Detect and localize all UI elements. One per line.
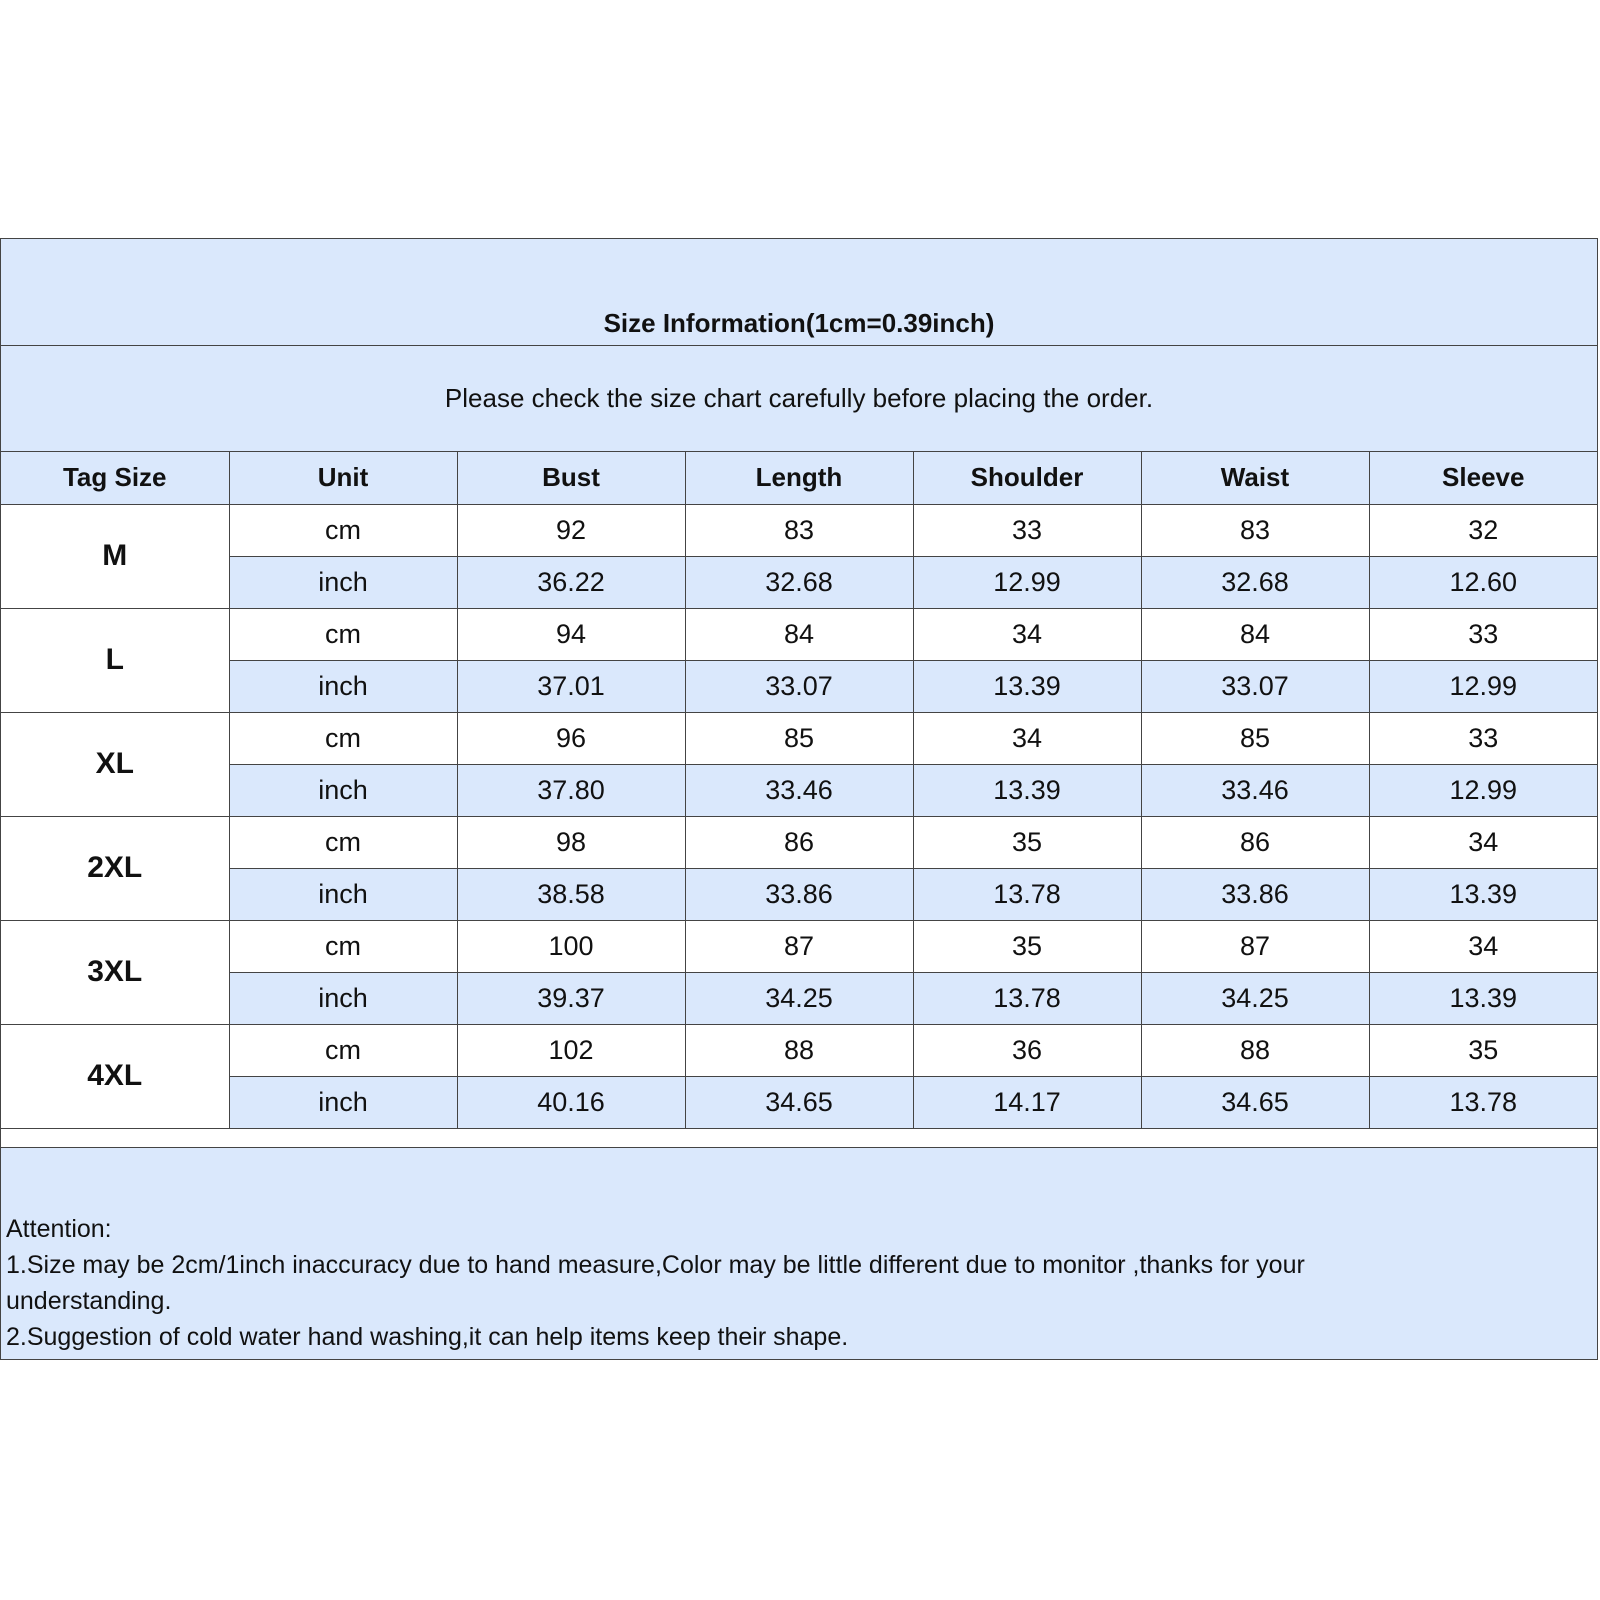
unit-cell: inch — [229, 660, 457, 712]
unit-cell: inch — [229, 764, 457, 816]
table-row — [1, 1076, 1597, 1128]
tag-size-cell: XL — [1, 712, 229, 816]
value-cell: 33.46 — [1141, 764, 1369, 816]
chart-title: Size Information(1cm=0.39inch) — [603, 308, 995, 338]
tag-size-cell: M — [1, 504, 229, 608]
value-cell: 94 — [457, 608, 685, 660]
value-cell: 13.78 — [913, 972, 1141, 1024]
table-row — [1, 712, 1597, 764]
value-cell: 33 — [1369, 712, 1597, 764]
size-table — [1, 452, 1597, 1129]
value-cell: 33.07 — [1141, 660, 1369, 712]
value-cell: 86 — [1141, 816, 1369, 868]
value-cell: 88 — [685, 1024, 913, 1076]
value-cell: 36.22 — [457, 556, 685, 608]
value-cell: 34.25 — [685, 972, 913, 1024]
value-cell: 98 — [457, 816, 685, 868]
unit-cell: cm — [229, 504, 457, 556]
header-bust: Bust — [457, 452, 685, 504]
value-cell: 37.01 — [457, 660, 685, 712]
value-cell: 12.99 — [1369, 660, 1597, 712]
tag-size-cell: 3XL — [1, 920, 229, 1024]
value-cell: 12.60 — [1369, 556, 1597, 608]
value-cell: 36 — [913, 1024, 1141, 1076]
unit-cell: inch — [229, 556, 457, 608]
subtitle-row — [1, 346, 1597, 452]
header-tag-size: Tag Size — [1, 452, 229, 504]
value-cell: 33 — [1369, 608, 1597, 660]
notes-line-1: 1.Size may be 2cm/1inch inaccuracy due to hand measure,Color may be little different due to monitor ,thanks for your understanding. — [6, 1251, 1305, 1315]
table-row — [1, 608, 1597, 660]
value-cell: 84 — [685, 608, 913, 660]
tag-size-cell: 4XL — [1, 1024, 229, 1128]
value-cell: 13.39 — [1369, 972, 1597, 1024]
value-cell: 32 — [1369, 504, 1597, 556]
value-cell: 34.65 — [685, 1076, 913, 1128]
value-cell: 96 — [457, 712, 685, 764]
notes-heading: Attention: — [6, 1215, 112, 1243]
table-row — [1, 764, 1597, 816]
value-cell: 38.58 — [457, 868, 685, 920]
tag-size-cell: 2XL — [1, 816, 229, 920]
value-cell: 33.46 — [685, 764, 913, 816]
value-cell: 83 — [685, 504, 913, 556]
value-cell: 86 — [685, 816, 913, 868]
title-row — [1, 239, 1597, 346]
value-cell: 12.99 — [913, 556, 1141, 608]
header-length: Length — [685, 452, 913, 504]
value-cell: 83 — [1141, 504, 1369, 556]
value-cell: 87 — [1141, 920, 1369, 972]
value-cell: 13.78 — [913, 868, 1141, 920]
unit-cell: cm — [229, 712, 457, 764]
value-cell: 33 — [913, 504, 1141, 556]
unit-cell: cm — [229, 608, 457, 660]
value-cell: 12.99 — [1369, 764, 1597, 816]
size-chart — [0, 238, 1598, 1360]
notes-line-2: 2.Suggestion of cold water hand washing,it can help items keep their shape. — [6, 1323, 849, 1351]
value-cell: 100 — [457, 920, 685, 972]
unit-cell: cm — [229, 1024, 457, 1076]
value-cell: 13.39 — [1369, 868, 1597, 920]
value-cell: 32.68 — [1141, 556, 1369, 608]
table-row — [1, 556, 1597, 608]
value-cell: 34 — [913, 712, 1141, 764]
value-cell: 33.07 — [685, 660, 913, 712]
value-cell: 35 — [1369, 1024, 1597, 1076]
notes-section — [1, 1147, 1597, 1359]
unit-cell: inch — [229, 972, 457, 1024]
value-cell: 85 — [685, 712, 913, 764]
value-cell: 34.25 — [1141, 972, 1369, 1024]
header-row — [1, 452, 1597, 504]
value-cell: 40.16 — [457, 1076, 685, 1128]
value-cell: 14.17 — [913, 1076, 1141, 1128]
value-cell: 13.39 — [913, 764, 1141, 816]
header-waist: Waist — [1141, 452, 1369, 504]
value-cell: 35 — [913, 920, 1141, 972]
header-sleeve: Sleeve — [1369, 452, 1597, 504]
header-shoulder: Shoulder — [913, 452, 1141, 504]
value-cell: 34.65 — [1141, 1076, 1369, 1128]
value-cell: 13.78 — [1369, 1076, 1597, 1128]
chart-subtitle: Please check the size chart carefully before placing the order. — [444, 383, 1154, 413]
value-cell: 39.37 — [457, 972, 685, 1024]
value-cell: 34 — [1369, 920, 1597, 972]
header-unit: Unit — [229, 452, 457, 504]
value-cell: 92 — [457, 504, 685, 556]
unit-cell: inch — [229, 868, 457, 920]
table-row — [1, 504, 1597, 556]
value-cell: 13.39 — [913, 660, 1141, 712]
value-cell: 34 — [1369, 816, 1597, 868]
table-row — [1, 972, 1597, 1024]
unit-cell: cm — [229, 920, 457, 972]
table-row — [1, 1024, 1597, 1076]
value-cell: 88 — [1141, 1024, 1369, 1076]
value-cell: 33.86 — [685, 868, 913, 920]
unit-cell: cm — [229, 816, 457, 868]
table-row — [1, 660, 1597, 712]
value-cell: 102 — [457, 1024, 685, 1076]
table-row — [1, 868, 1597, 920]
table-row — [1, 920, 1597, 972]
table-row — [1, 816, 1597, 868]
value-cell: 87 — [685, 920, 913, 972]
tag-size-cell: L — [1, 608, 229, 712]
value-cell: 85 — [1141, 712, 1369, 764]
value-cell: 32.68 — [685, 556, 913, 608]
unit-cell: inch — [229, 1076, 457, 1128]
value-cell: 37.80 — [457, 764, 685, 816]
value-cell: 34 — [913, 608, 1141, 660]
value-cell: 84 — [1141, 608, 1369, 660]
value-cell: 33.86 — [1141, 868, 1369, 920]
value-cell: 35 — [913, 816, 1141, 868]
